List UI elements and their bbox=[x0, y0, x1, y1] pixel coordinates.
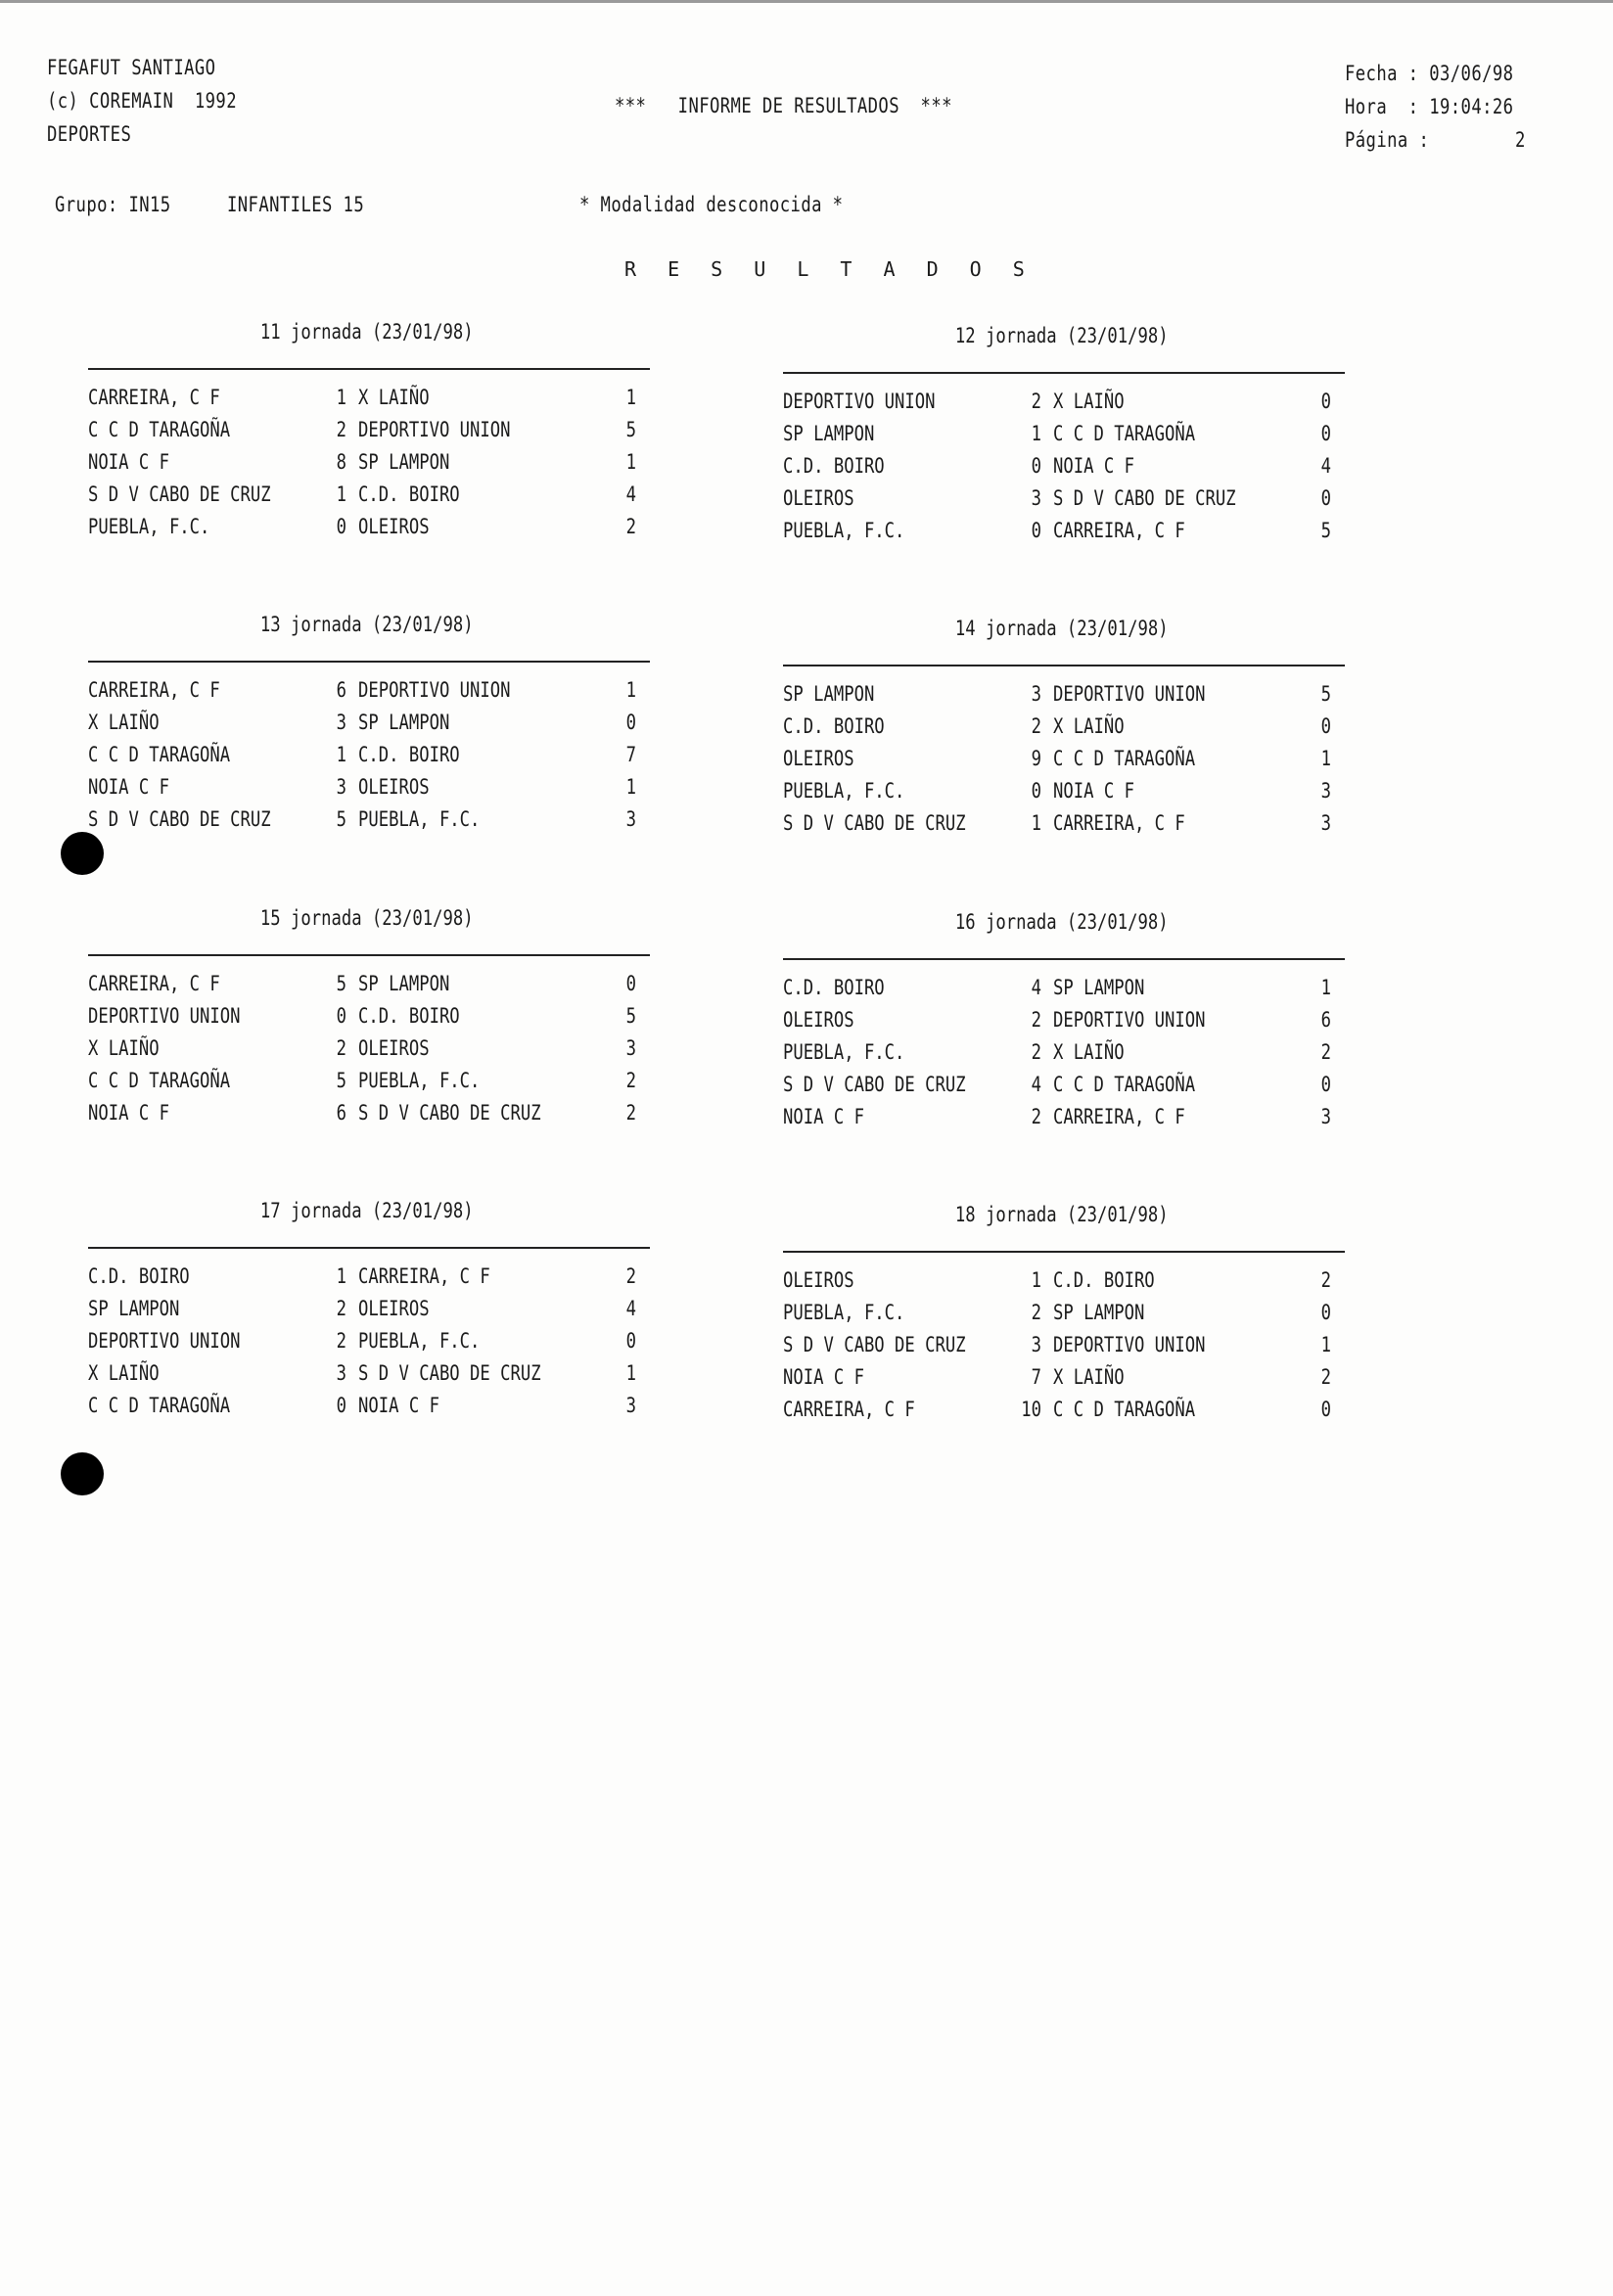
group-code: Grupo: IN15 bbox=[55, 193, 171, 216]
away-team: C.D. BOIRO bbox=[358, 1004, 460, 1028]
home-team: C C D TARAGOÑA bbox=[88, 1394, 231, 1417]
match-row bbox=[88, 382, 650, 414]
home-team: C.D. BOIRO bbox=[88, 1264, 190, 1288]
match-row bbox=[88, 771, 650, 804]
home-goals: 3 bbox=[336, 1361, 346, 1385]
match-row bbox=[88, 1033, 650, 1065]
away-goals: 0 bbox=[1320, 390, 1331, 413]
away-team: X LAIÑO bbox=[1053, 714, 1125, 738]
home-goals: 2 bbox=[336, 1036, 346, 1060]
match-row bbox=[783, 775, 1345, 807]
match-row bbox=[783, 386, 1345, 418]
away-goals: 0 bbox=[625, 972, 636, 995]
home-goals: 1 bbox=[1031, 811, 1041, 835]
home-team: OLEIROS bbox=[783, 486, 854, 510]
match-row bbox=[88, 1293, 650, 1325]
home-team: C.D. BOIRO bbox=[783, 454, 885, 478]
match-row bbox=[783, 450, 1345, 482]
away-team: DEPORTIVO UNION bbox=[358, 418, 511, 441]
home-goals: 2 bbox=[1031, 390, 1041, 413]
jornada-title-text: 17 jornada (23/01/98) bbox=[260, 1199, 474, 1222]
org-name: FEGAFUT SANTIAGO bbox=[47, 56, 216, 79]
jornada-divider bbox=[783, 958, 1345, 960]
away-goals: 0 bbox=[1320, 422, 1331, 445]
away-team: X LAIÑO bbox=[358, 386, 430, 409]
match-row bbox=[783, 1004, 1345, 1036]
home-team: DEPORTIVO UNION bbox=[88, 1329, 241, 1353]
away-goals: 3 bbox=[625, 1394, 636, 1417]
away-team: DEPORTIVO UNION bbox=[1053, 1008, 1206, 1032]
home-goals: 0 bbox=[1031, 454, 1041, 478]
jornada-title-text: 11 jornada (23/01/98) bbox=[260, 320, 474, 344]
away-goals: 5 bbox=[1320, 682, 1331, 706]
home-team: S D V CABO DE CRUZ bbox=[783, 1073, 966, 1096]
home-team: OLEIROS bbox=[783, 747, 854, 770]
home-team: C.D. BOIRO bbox=[783, 976, 885, 999]
away-goals: 1 bbox=[625, 450, 636, 474]
home-team: SP LAMPON bbox=[783, 422, 875, 445]
away-goals: 3 bbox=[625, 1036, 636, 1060]
home-goals: 3 bbox=[1031, 486, 1041, 510]
away-goals: 1 bbox=[625, 678, 636, 702]
home-goals: 2 bbox=[1031, 1301, 1041, 1324]
jornada-divider bbox=[88, 954, 650, 956]
away-team: SP LAMPON bbox=[358, 450, 450, 474]
home-team: X LAIÑO bbox=[88, 1036, 160, 1060]
jornada-title bbox=[783, 909, 1341, 935]
away-team: SP LAMPON bbox=[1053, 976, 1145, 999]
home-goals: 1 bbox=[336, 386, 346, 409]
match-row bbox=[88, 1097, 650, 1129]
jornada-title-text: 15 jornada (23/01/98) bbox=[260, 906, 474, 930]
home-team: C.D. BOIRO bbox=[783, 714, 885, 738]
away-goals: 5 bbox=[1320, 519, 1331, 542]
away-team: NOIA C F bbox=[1053, 454, 1134, 478]
away-team: PUEBLA, F.C. bbox=[358, 1069, 481, 1092]
match-row bbox=[88, 968, 650, 1000]
jornada-title-text: 18 jornada (23/01/98) bbox=[955, 1203, 1169, 1226]
jornada-title-text: 14 jornada (23/01/98) bbox=[955, 617, 1169, 640]
home-goals: 2 bbox=[336, 1329, 346, 1353]
home-team: NOIA C F bbox=[88, 775, 169, 799]
home-team: CARREIRA, C F bbox=[88, 972, 220, 995]
away-goals: 0 bbox=[625, 711, 636, 734]
home-team: S D V CABO DE CRUZ bbox=[88, 482, 271, 506]
jornada-title bbox=[783, 323, 1341, 348]
home-goals: 3 bbox=[1031, 682, 1041, 706]
away-goals: 2 bbox=[1320, 1365, 1331, 1389]
home-goals: 2 bbox=[1031, 1008, 1041, 1032]
home-team: SP LAMPON bbox=[783, 682, 875, 706]
home-goals: 2 bbox=[336, 1297, 346, 1320]
away-goals: 3 bbox=[625, 807, 636, 831]
away-goals: 7 bbox=[625, 743, 636, 766]
away-goals: 0 bbox=[625, 1329, 636, 1353]
home-team: PUEBLA, F.C. bbox=[783, 519, 905, 542]
away-goals: 0 bbox=[1320, 714, 1331, 738]
away-team: X LAIÑO bbox=[1053, 1040, 1125, 1064]
match-row bbox=[783, 807, 1345, 840]
match-row bbox=[783, 1329, 1345, 1361]
home-team: C C D TARAGOÑA bbox=[88, 743, 231, 766]
match-row bbox=[783, 1069, 1345, 1101]
home-team: CARREIRA, C F bbox=[88, 386, 220, 409]
copyright-line: (c) COREMAIN 1992 bbox=[47, 89, 237, 113]
away-goals: 1 bbox=[1320, 1333, 1331, 1356]
home-goals: 1 bbox=[336, 743, 346, 766]
jornada-divider bbox=[88, 368, 650, 370]
away-goals: 2 bbox=[625, 1101, 636, 1125]
away-team: PUEBLA, F.C. bbox=[358, 1329, 481, 1353]
away-goals: 1 bbox=[1320, 976, 1331, 999]
away-goals: 1 bbox=[625, 386, 636, 409]
jornada-divider bbox=[88, 1247, 650, 1249]
home-goals: 5 bbox=[336, 972, 346, 995]
away-team: C.D. BOIRO bbox=[1053, 1268, 1155, 1292]
away-team: X LAIÑO bbox=[1053, 390, 1125, 413]
home-goals: 2 bbox=[1031, 1105, 1041, 1128]
home-goals: 5 bbox=[336, 1069, 346, 1092]
home-goals: 3 bbox=[1031, 1333, 1041, 1356]
home-goals: 3 bbox=[336, 775, 346, 799]
home-team: PUEBLA, F.C. bbox=[783, 779, 905, 803]
home-team: C C D TARAGOÑA bbox=[88, 418, 231, 441]
away-team: C.D. BOIRO bbox=[358, 743, 460, 766]
away-team: OLEIROS bbox=[358, 1036, 430, 1060]
away-team: PUEBLA, F.C. bbox=[358, 807, 481, 831]
away-goals: 6 bbox=[1320, 1008, 1331, 1032]
away-team: SP LAMPON bbox=[1053, 1301, 1145, 1324]
match-row bbox=[88, 804, 650, 836]
match-row bbox=[783, 1394, 1345, 1426]
page-label: Página : bbox=[1345, 128, 1430, 152]
match-row bbox=[88, 674, 650, 707]
home-goals: 2 bbox=[1031, 714, 1041, 738]
home-goals: 5 bbox=[336, 807, 346, 831]
match-row bbox=[783, 711, 1345, 743]
home-goals: 1 bbox=[336, 482, 346, 506]
away-goals: 4 bbox=[625, 482, 636, 506]
match-row bbox=[783, 418, 1345, 450]
home-team: OLEIROS bbox=[783, 1268, 854, 1292]
jornada-title bbox=[88, 319, 646, 344]
away-team: CARREIRA, C F bbox=[1053, 1105, 1185, 1128]
match-row bbox=[783, 1036, 1345, 1069]
home-team: S D V CABO DE CRUZ bbox=[783, 811, 966, 835]
jornada-title bbox=[88, 1198, 646, 1223]
away-team: SP LAMPON bbox=[358, 972, 450, 995]
home-team: PUEBLA, F.C. bbox=[783, 1301, 905, 1324]
away-goals: 0 bbox=[1320, 486, 1331, 510]
department-name: DEPORTES bbox=[47, 122, 132, 146]
match-row bbox=[88, 479, 650, 511]
match-row bbox=[783, 1264, 1345, 1297]
away-goals: 0 bbox=[1320, 1398, 1331, 1421]
away-team: C C D TARAGOÑA bbox=[1053, 422, 1196, 445]
away-team: C C D TARAGOÑA bbox=[1053, 747, 1196, 770]
away-goals: 2 bbox=[1320, 1268, 1331, 1292]
away-goals: 2 bbox=[1320, 1040, 1331, 1064]
match-row bbox=[88, 414, 650, 446]
home-team: C C D TARAGOÑA bbox=[88, 1069, 231, 1092]
home-goals: 8 bbox=[336, 450, 346, 474]
home-team: S D V CABO DE CRUZ bbox=[783, 1333, 966, 1356]
away-goals: 2 bbox=[625, 1264, 636, 1288]
away-team: DEPORTIVO UNION bbox=[1053, 682, 1206, 706]
home-team: OLEIROS bbox=[783, 1008, 854, 1032]
away-goals: 5 bbox=[625, 418, 636, 441]
away-goals: 1 bbox=[625, 1361, 636, 1385]
home-goals: 10 bbox=[1021, 1398, 1041, 1421]
jornada-title-text: 12 jornada (23/01/98) bbox=[955, 324, 1169, 347]
away-team: S D V CABO DE CRUZ bbox=[358, 1361, 541, 1385]
home-goals: 4 bbox=[1031, 976, 1041, 999]
away-team: CARREIRA, C F bbox=[358, 1264, 490, 1288]
match-row bbox=[783, 1297, 1345, 1329]
match-row bbox=[88, 1325, 650, 1357]
home-goals: 2 bbox=[336, 418, 346, 441]
home-goals: 1 bbox=[1031, 1268, 1041, 1292]
modality-note: * Modalidad desconocida * bbox=[579, 193, 844, 216]
home-team: X LAIÑO bbox=[88, 711, 160, 734]
home-goals: 7 bbox=[1031, 1365, 1041, 1389]
section-title: R E S U L T A D O S bbox=[624, 257, 1035, 281]
match-row bbox=[88, 1065, 650, 1097]
away-team: CARREIRA, C F bbox=[1053, 811, 1185, 835]
away-goals: 1 bbox=[625, 775, 636, 799]
match-row bbox=[88, 1390, 650, 1422]
report-time: Hora : 19:04:26 bbox=[1345, 95, 1514, 118]
home-team: NOIA C F bbox=[88, 1101, 169, 1125]
away-team: SP LAMPON bbox=[358, 711, 450, 734]
away-goals: 4 bbox=[1320, 454, 1331, 478]
away-goals: 4 bbox=[625, 1297, 636, 1320]
home-team: NOIA C F bbox=[783, 1105, 864, 1128]
away-team: C C D TARAGOÑA bbox=[1053, 1398, 1196, 1421]
away-team: CARREIRA, C F bbox=[1053, 519, 1185, 542]
home-goals: 6 bbox=[336, 678, 346, 702]
jornada-title bbox=[783, 616, 1341, 641]
away-goals: 1 bbox=[1320, 747, 1331, 770]
away-team: C C D TARAGOÑA bbox=[1053, 1073, 1196, 1096]
home-goals: 6 bbox=[336, 1101, 346, 1125]
away-goals: 3 bbox=[1320, 1105, 1331, 1128]
home-goals: 0 bbox=[1031, 779, 1041, 803]
home-goals: 0 bbox=[336, 1394, 346, 1417]
away-team: DEPORTIVO UNION bbox=[358, 678, 511, 702]
group-category: INFANTILES 15 bbox=[227, 193, 365, 216]
away-goals: 3 bbox=[1320, 779, 1331, 803]
jornada-title bbox=[783, 1202, 1341, 1227]
away-team: OLEIROS bbox=[358, 515, 430, 538]
away-team: X LAIÑO bbox=[1053, 1365, 1125, 1389]
home-goals: 1 bbox=[1031, 422, 1041, 445]
jornada-title-text: 13 jornada (23/01/98) bbox=[260, 613, 474, 636]
home-goals: 0 bbox=[336, 1004, 346, 1028]
away-team: S D V CABO DE CRUZ bbox=[358, 1101, 541, 1125]
home-goals: 1 bbox=[336, 1264, 346, 1288]
away-team: S D V CABO DE CRUZ bbox=[1053, 486, 1236, 510]
home-goals: 4 bbox=[1031, 1073, 1041, 1096]
match-row bbox=[783, 1101, 1345, 1133]
away-goals: 0 bbox=[1320, 1301, 1331, 1324]
home-team: X LAIÑO bbox=[88, 1361, 160, 1385]
match-row bbox=[783, 972, 1345, 1004]
match-row bbox=[88, 1000, 650, 1033]
jornada-title bbox=[88, 905, 646, 931]
match-row bbox=[88, 739, 650, 771]
away-goals: 2 bbox=[625, 1069, 636, 1092]
home-team: DEPORTIVO UNION bbox=[783, 390, 936, 413]
away-team: OLEIROS bbox=[358, 775, 430, 799]
away-team: NOIA C F bbox=[358, 1394, 439, 1417]
match-row bbox=[783, 482, 1345, 515]
away-goals: 5 bbox=[625, 1004, 636, 1028]
home-team: PUEBLA, F.C. bbox=[783, 1040, 905, 1064]
home-goals: 0 bbox=[336, 515, 346, 538]
home-team: CARREIRA, C F bbox=[88, 678, 220, 702]
scan-top-edge bbox=[0, 0, 1613, 3]
jornada-divider bbox=[88, 661, 650, 663]
away-goals: 2 bbox=[625, 515, 636, 538]
jornada-title-text: 16 jornada (23/01/98) bbox=[955, 910, 1169, 934]
home-team: NOIA C F bbox=[783, 1365, 864, 1389]
match-row bbox=[88, 707, 650, 739]
away-team: C.D. BOIRO bbox=[358, 482, 460, 506]
match-row bbox=[88, 1261, 650, 1293]
home-goals: 2 bbox=[1031, 1040, 1041, 1064]
home-goals: 0 bbox=[1031, 519, 1041, 542]
home-team: PUEBLA, F.C. bbox=[88, 515, 210, 538]
match-row bbox=[783, 678, 1345, 711]
home-goals: 9 bbox=[1031, 747, 1041, 770]
match-row bbox=[783, 1361, 1345, 1394]
away-team: DEPORTIVO UNION bbox=[1053, 1333, 1206, 1356]
report-title: *** INFORME DE RESULTADOS *** bbox=[615, 94, 952, 117]
home-team: NOIA C F bbox=[88, 450, 169, 474]
jornada-title bbox=[88, 612, 646, 637]
binder-punch-hole bbox=[61, 1452, 104, 1495]
match-row bbox=[783, 743, 1345, 775]
match-row bbox=[88, 446, 650, 479]
home-goals: 3 bbox=[336, 711, 346, 734]
home-team: S D V CABO DE CRUZ bbox=[88, 807, 271, 831]
home-team: CARREIRA, C F bbox=[783, 1398, 915, 1421]
report-date: Fecha : 03/06/98 bbox=[1345, 62, 1514, 85]
away-goals: 3 bbox=[1320, 811, 1331, 835]
match-row bbox=[783, 515, 1345, 547]
page-number: 2 bbox=[1515, 128, 1526, 152]
away-goals: 0 bbox=[1320, 1073, 1331, 1096]
home-team: DEPORTIVO UNION bbox=[88, 1004, 241, 1028]
jornada-divider bbox=[783, 372, 1345, 374]
match-row bbox=[88, 1357, 650, 1390]
jornada-divider bbox=[783, 1251, 1345, 1253]
home-team: SP LAMPON bbox=[88, 1297, 180, 1320]
binder-punch-hole bbox=[61, 832, 104, 875]
away-team: NOIA C F bbox=[1053, 779, 1134, 803]
jornada-divider bbox=[783, 665, 1345, 666]
match-row bbox=[88, 511, 650, 543]
away-team: OLEIROS bbox=[358, 1297, 430, 1320]
